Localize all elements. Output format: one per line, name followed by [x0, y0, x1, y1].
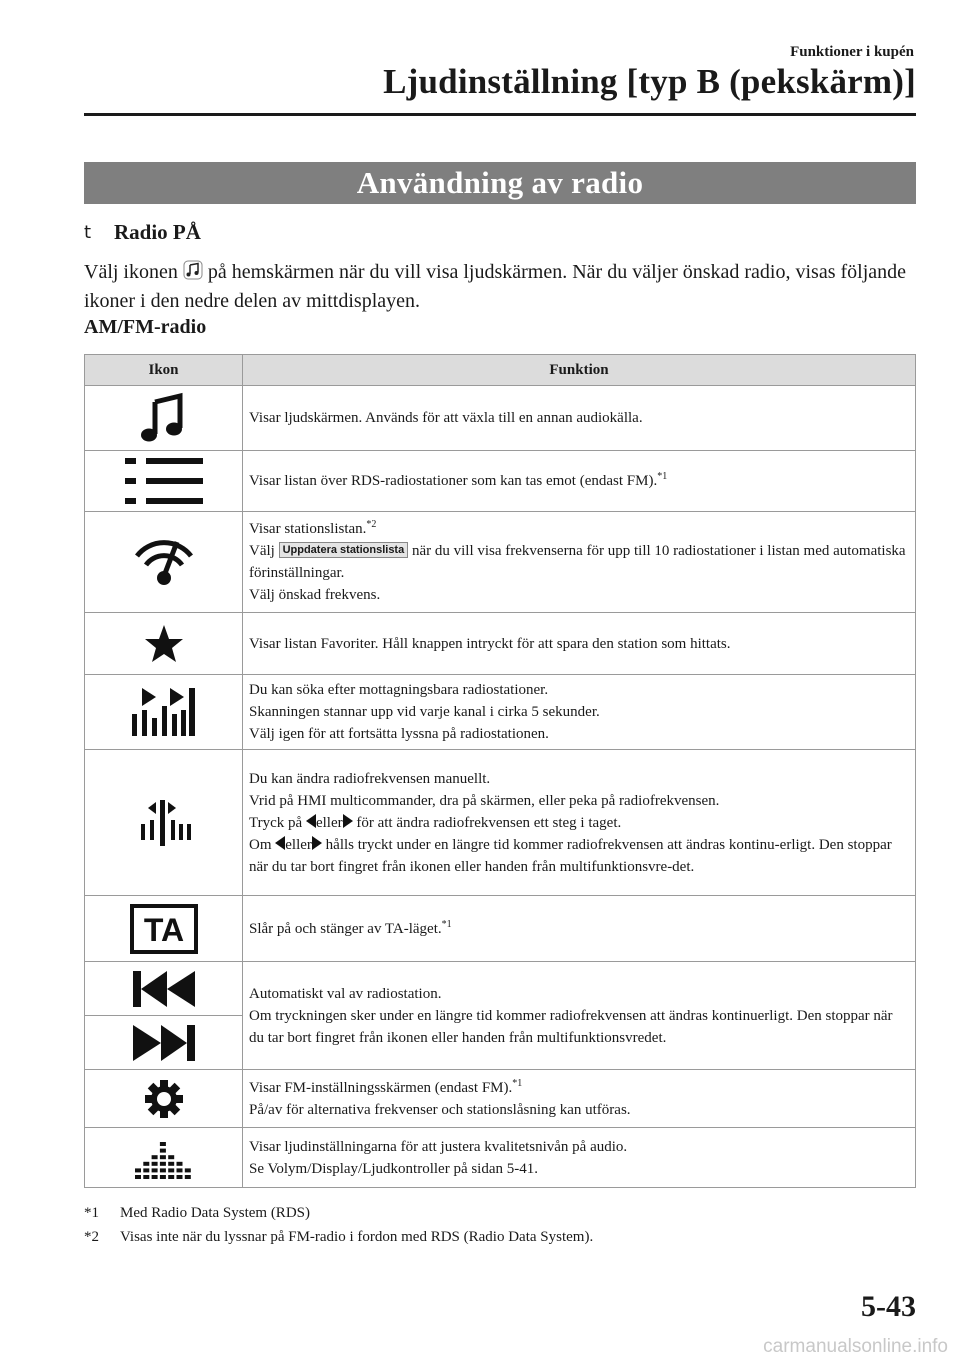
description-text: hålls tryckt under en längre tid kommer radiofrekvensen att ändras kontinu-erligt. Den stoppar när du tar bort fingret från ikonen eller handen från multifunktionsvre-det. — [249, 836, 892, 875]
function-description — [243, 512, 916, 613]
description-text: Visar stationslistan. — [249, 521, 367, 537]
ta-icon-label: TA — [143, 911, 184, 948]
function-description — [243, 451, 916, 512]
icon-cell — [85, 1128, 243, 1188]
table-row — [85, 750, 916, 896]
function-description — [243, 675, 916, 750]
page-number: 5-43 — [861, 1290, 916, 1323]
equalizer-bar — [176, 1168, 182, 1172]
description-text: Skanningen stannar upp vid varje kanal i cirka 5 sekunder. — [249, 704, 600, 720]
section-title: Användning av radio — [84, 162, 916, 204]
equalizer-bar — [168, 1161, 174, 1165]
description-text: eller — [315, 814, 343, 831]
equalizer-bar — [135, 1168, 141, 1172]
table-header-row — [85, 355, 916, 386]
intro-paragraph — [84, 258, 916, 316]
footnote-text: Med Radio Data System (RDS) — [120, 1205, 310, 1221]
equalizer-bar — [168, 1168, 174, 1172]
equalizer-bar — [159, 1168, 165, 1172]
triangle-right-icon — [312, 836, 322, 850]
description-text: Välj — [249, 543, 279, 559]
function-table — [84, 354, 916, 1188]
icon-cell — [85, 613, 243, 675]
function-description — [243, 896, 916, 962]
page-title: Ljudinställning [typ B (pekskärm)] — [383, 62, 916, 101]
icon-cell — [85, 1070, 243, 1128]
equalizer-bar — [159, 1175, 165, 1179]
table-row — [85, 512, 916, 613]
table-row — [85, 1128, 916, 1188]
equalizer-bar — [159, 1142, 165, 1146]
description-text: Slår på och stänger av TA-läget. — [249, 920, 442, 937]
subsection-title: AM/FM-radio — [84, 316, 207, 338]
header-divider — [84, 113, 916, 116]
scan-icon — [132, 688, 196, 736]
footnote — [84, 1201, 593, 1225]
equalizer-bar — [168, 1155, 174, 1159]
icon-cell — [85, 451, 243, 512]
function-description — [243, 1070, 916, 1128]
triangle-left-icon — [306, 814, 316, 828]
footnote-ref: *1 — [441, 918, 452, 930]
equalizer-bar — [159, 1161, 165, 1165]
triangle-right-icon — [343, 814, 353, 828]
column-header-icon: Ikon — [85, 355, 243, 386]
list-icon — [125, 458, 203, 504]
function-description — [243, 962, 916, 1070]
table-row — [85, 896, 916, 962]
manual-tune-icon — [137, 800, 191, 846]
description-text: när du vill visa frekvenserna för upp till 10 radiostationer i listan med automatiska förinställningar. — [249, 543, 906, 581]
description-text: Se Volym/Display/Ljudkontroller på sidan 5-41. — [249, 1160, 539, 1177]
function-description — [243, 1128, 916, 1188]
equalizer-bar — [159, 1155, 165, 1159]
description-text: Välj igen för att fortsätta lyssna på radiostationen. — [249, 726, 549, 742]
table-row — [85, 386, 916, 451]
footnote-ref: *1 — [512, 1077, 523, 1089]
equalizer-bar — [143, 1175, 149, 1179]
table-row — [85, 613, 916, 675]
table-row — [85, 451, 916, 512]
equalizer-bar — [143, 1161, 149, 1165]
subheading-text: Radio PÅ — [114, 220, 201, 244]
footnote-ref: *1 — [657, 471, 668, 482]
star-icon — [144, 624, 184, 664]
seek-forward-icon — [133, 1025, 195, 1061]
icon-cell — [85, 675, 243, 750]
description-text: Om tryckningen sker under en längre tid kommer radiofrekvensen att ändras kontinuerligt. Den stoppar när du tar bort fingret från ikonen eller handen från multifunktionsvredet. — [249, 1007, 893, 1046]
icon-cell — [85, 962, 243, 1016]
description-text: för att ändra radiofrekvensen ett steg i taget. — [352, 814, 622, 831]
equalizer-bar — [143, 1168, 149, 1172]
footnote — [84, 1225, 593, 1249]
description-text: Vrid på HMI multicommander, dra på skärmen, eller peka på radiofrekvensen. — [249, 792, 720, 809]
description-text: Välj önskad frekvens. — [249, 587, 381, 603]
function-description: Visar ljudskärmen. Används för att växla till en annan audiokälla. — [243, 386, 916, 451]
music-note-icon — [183, 260, 203, 280]
equalizer-bar — [151, 1155, 157, 1159]
footnote-text: Visas inte när du lyssnar på FM-radio i fordon med RDS (Radio Data System). — [120, 1229, 594, 1245]
triangle-left-icon — [275, 836, 285, 850]
intro-text-1: Välj ikonen — [84, 261, 183, 283]
seek-back-icon — [133, 971, 195, 1007]
equalizer-bar — [168, 1175, 174, 1179]
table-row — [85, 675, 916, 750]
footnotes — [84, 1201, 593, 1249]
icon-cell — [85, 896, 243, 962]
description-text: Tryck på — [249, 814, 306, 831]
gear-icon — [144, 1079, 184, 1119]
equalizer-bar — [176, 1175, 182, 1179]
music-note-icon — [138, 392, 190, 444]
description-text: På/av för alternativa frekvenser och stationslåsning kan utföras. — [249, 1101, 631, 1118]
equalizer-bar — [184, 1168, 190, 1172]
equalizer-bar — [135, 1175, 141, 1179]
function-description: Visar listan Favoriter. Håll knappen intryckt för att spara den station som hittats. — [243, 613, 916, 675]
footnote-ref: *2 — [366, 519, 377, 530]
equalizer-bar — [151, 1168, 157, 1172]
subheading — [84, 220, 201, 245]
description-text: Visar listan över RDS-radiostationer som kan tas emot (endast FM). — [249, 473, 658, 489]
function-description — [243, 750, 916, 896]
equalizer-bar — [151, 1161, 157, 1165]
radio-signal-icon — [133, 536, 195, 588]
equalizer-icon — [135, 1137, 193, 1179]
equalizer-bar — [184, 1175, 190, 1179]
column-header-function: Funktion — [243, 355, 916, 386]
update-station-list-button: Uppdatera stationslista — [279, 542, 409, 558]
description-text: Visar FM-inställningsskärmen (endast FM). — [249, 1079, 513, 1096]
description-text: eller — [285, 836, 312, 853]
footnote-mark: *1 — [84, 1205, 99, 1221]
table-row — [85, 1070, 916, 1128]
description-text: Om — [249, 836, 276, 853]
icon-cell — [85, 750, 243, 896]
description-text: Du kan ändra radiofrekvensen manuellt. — [249, 770, 491, 787]
description-text: Automatiskt val av radiostation. — [249, 985, 442, 1002]
icon-cell — [85, 1016, 243, 1070]
equalizer-bar — [176, 1161, 182, 1165]
intro-text-2: på hemskärmen när du vill visa ljudskärmen. När du väljer önskad radio, visas följande ikoner i den nedre delen av mittdisplayen. — [84, 261, 907, 312]
ta-icon — [130, 904, 198, 954]
description-text: Visar ljudinställningarna för att justera kvalitetsnivån på audio. — [249, 1138, 628, 1155]
table-row — [85, 962, 916, 1016]
subheading-bullet: t — [84, 222, 92, 243]
chapter-label: Funktioner i kupén — [790, 44, 914, 60]
equalizer-bar — [159, 1148, 165, 1152]
icon-cell — [85, 386, 243, 451]
watermark: carmanualsonline.info — [763, 1336, 948, 1357]
equalizer-bar — [151, 1175, 157, 1179]
description-text: Du kan söka efter mottagningsbara radiostationer. — [249, 682, 549, 698]
icon-cell — [85, 512, 243, 613]
footnote-mark: *2 — [84, 1229, 99, 1245]
